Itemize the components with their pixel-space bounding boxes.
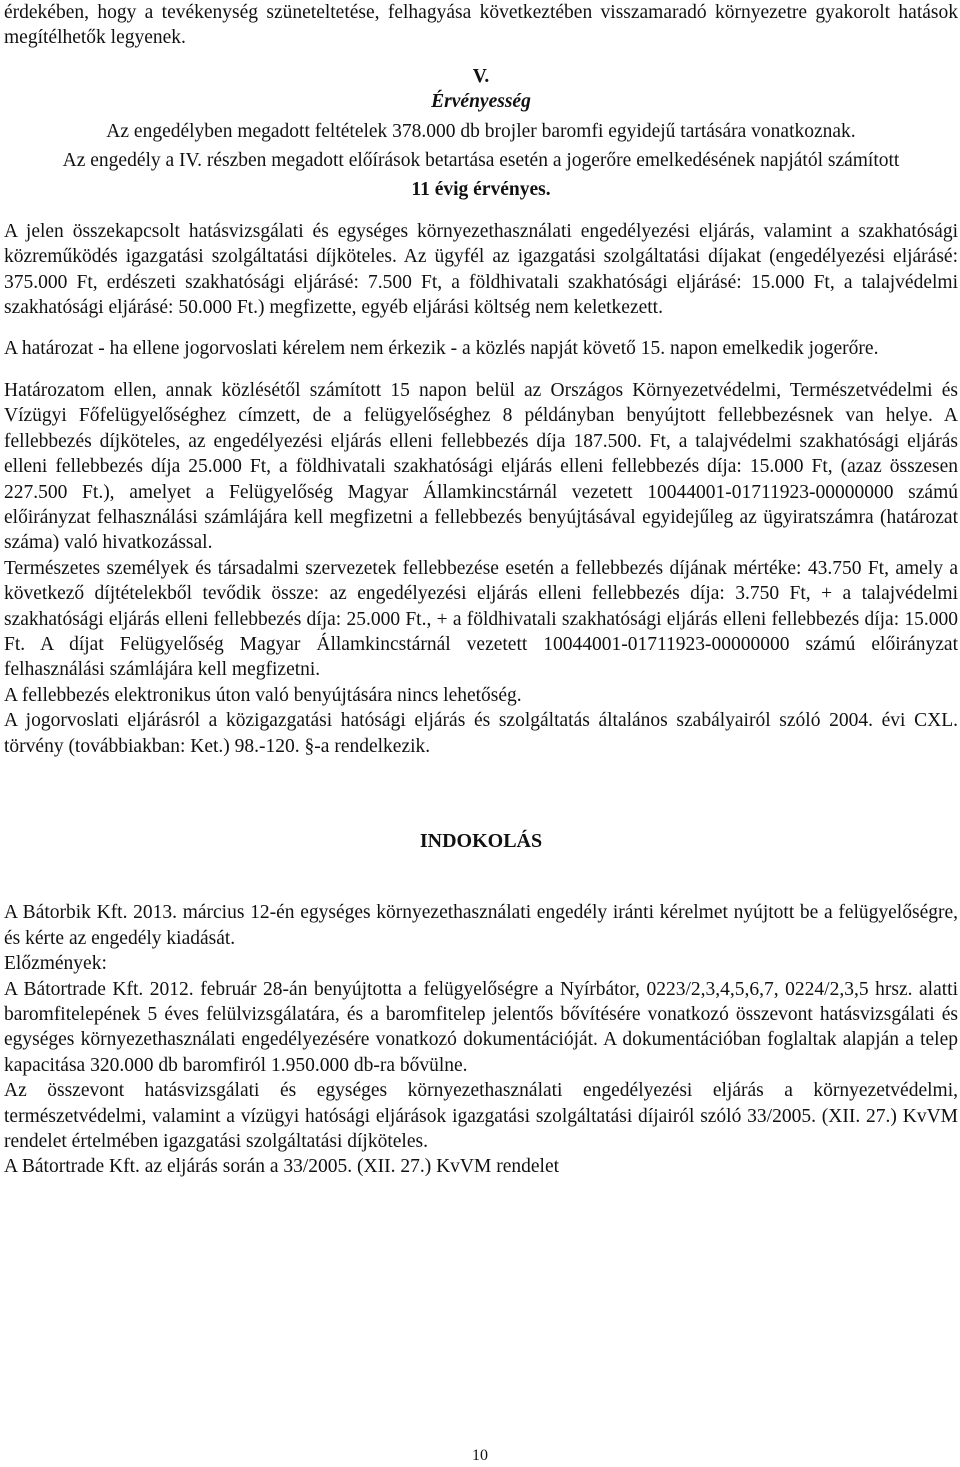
page-number: 10 (472, 1447, 488, 1464)
document-page (4, 0, 958, 1180)
section-number: V. (472, 65, 490, 87)
antecedents-label: Előzmények: (4, 953, 107, 975)
intro-paragraph: érdekében, hogy a tevékenység szüneteltetése, felhagyása következtében visszamaradó környezetre gyakorolt hatások megítélhetők legyenek. (4, 2, 958, 49)
section-title: Érvényesség (431, 91, 531, 113)
validity-line-2: Az engedély a IV. részben megadott előírások betartása esetén a jogerőre emelkedésének napjától számított (62, 150, 900, 172)
legal-basis-paragraph: A jogorvoslati eljárásról a közigazgatási hatósági eljárás és szolgáltatás általános szabályairól szóló 2004. évi CXL. törvény (továbbiakban: Ket.) 98.-120. §-a rendelkezik. (4, 710, 958, 757)
natural-persons-paragraph: Természetes személyek és társadalmi szervezetek fellebbezése esetén a fellebbezés díjának mértéke: 43.750 Ft, amely a következő díjtételekből tevődik össze: az engedélyezési eljárás elleni fellebbezés díja: 3.750 Ft, + a talajvédelmi szakhatósági eljárás elleni fellebbezés díja: 25.000 Ft., + a földhivatali szakhatósági eljárás elleni fellebbezés díja: 15.000 Ft. A díjat Felügyelőség Magyar Államkincstárnál vezetett 10044001-01711923-00000000 számú előirányzat felhasználási számlájára kell megfizetni. (4, 557, 958, 681)
validity-line-1: Az engedélyben megadott feltételek 378.000 db brojler baromfi egyidejű tartására vonatkoznak. (106, 120, 856, 142)
justification-heading: INDOKOLÁS (419, 829, 543, 852)
appeal-paragraph: Határozatom ellen, annak közlésétől számított 15 napon belül az Országos Környezetvédelmi, Természetvédelmi és Vízügyi Főfelügyelőséghez címzett, de a felügyelőséghez 8 példányban benyújtott fellebbezésnek van helye. A fellebbezés díjköteles, az engedélyezési eljárás elleni fellebbezés díja 187.500. Ft, a talajvédelmi szakhatósági eljárás elleni fellebbezés díja 25.000 Ft, a földhivatali szakhatósági eljárás elleni fellebbezés díja: 15.000 Ft, (azaz összesen 227.500 Ft.), amelyet a Felügyelőség Magyar Államkincstárnál vezetett 10044001-01711923-00000000 számú előirányzat felhasználási számlájára kell megfizetni a fellebbezés benyújtásával egyidejűleg az ügyiratszámra (határozat száma) való hivatkozással. (4, 379, 958, 554)
antecedents-paragraph: A Bátortrade Kft. 2012. február 28-án benyújtotta a felügyelőségre a Nyírbátor, 0223/2,3,4,5,6,7, 0224/2,3,5 hrsz. alatti baromfitelepének 5 éves felülvizsgálatára, és a baromfitelep jelentős bővítésére vonatkozó összevont hatásvizsgálati és egységes környezethasználati engedélyezésére vonatkozó dokumentációját. A dokumentációban foglaltak alapján a telep kapacitása 320.000 db baromfiról 1.950.000 db-ra bővülne. (4, 978, 958, 1076)
combined-procedure-paragraph: Az összevont hatásvizsgálati és egységes környezethasználati engedélyezési eljárás a környezetvédelmi, természetvédelmi, valamint a vízügyi hatósági eljárások igazgatási szolgáltatási díjairól szóló 33/2005. (XII. 27.) KvVM rendelet értelmében igazgatási szolgáltatási díjköteles. (4, 1080, 958, 1153)
finality-paragraph: A határozat - ha ellene jogorvoslati kérelem nem érkezik - a közlés napját követő 15. napon emelkedik jogerőre. (4, 338, 879, 360)
last-line: A Bátortrade Kft. az eljárás során a 33/2005. (XII. 27.) KvVM rendelet (4, 1156, 560, 1178)
request-paragraph: A Bátorbik Kft. 2013. március 12-én egységes környezethasználati engedély iránti kérelmet nyújtott be a felügyelőségre, és kérte az engedély kiadását. (4, 902, 958, 949)
fees-paragraph: A jelen összekapcsolt hatásvizsgálati és egységes környezethasználati engedélyezési eljárás, valamint a szakhatósági közreműködés igazgatási szolgáltatási díjköteles. Az ügyfél az igazgatási szolgáltatási díjakat (engedélyezési eljárásé: 375.000 Ft, erdészeti szakhatósági eljárásé: 7.500 Ft, a földhivatali szakhatósági eljárásé: 15.000 Ft, a talajvédelmi szakhatósági eljárásé: 50.000 Ft.) megfizette, egyéb eljárási költség nem keletkezett. (4, 220, 958, 319)
electronic-submission-paragraph: A fellebbezés elektronikus úton való benyújtására nincs lehetőség. (4, 684, 522, 706)
validity-duration: 11 évig érvényes. (411, 179, 551, 201)
